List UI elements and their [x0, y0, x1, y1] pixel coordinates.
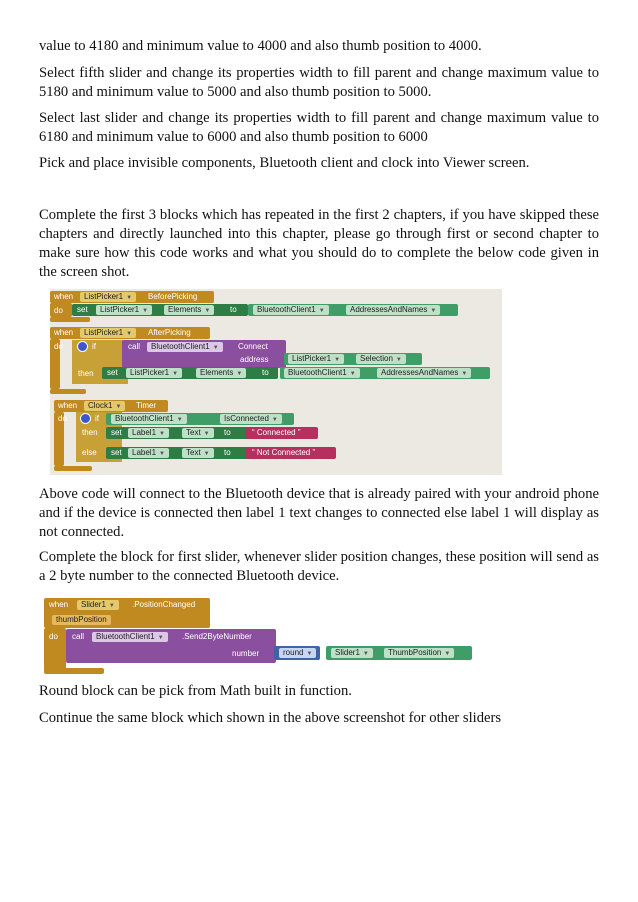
when-label: when — [54, 328, 74, 337]
selection-dropdown: Selection ▼ — [356, 354, 406, 364]
paragraph-last-slider: Select last slider and change its properties width to fill parent and change maximum value to 6180 and minimum value to 6000 and also thumb position to 6000 — [39, 110, 599, 145]
set-label: set — [77, 305, 88, 314]
round-dropdown: round ▼ — [279, 648, 316, 658]
label1-dropdown: Label1 ▼ — [128, 428, 169, 438]
do-label: do — [49, 632, 58, 641]
text-not-connected-value: “ Not Connected ” — [252, 448, 316, 457]
event-block-bottom — [54, 466, 92, 471]
elements-dropdown: Elements ▼ — [164, 305, 214, 315]
set-label: set — [111, 428, 122, 437]
text-connected-value: “ Connected ” — [252, 428, 301, 437]
blocks-screenshot-bluetooth — [50, 289, 502, 475]
if-label: if — [92, 342, 96, 351]
addressesandnames-dropdown: AddressesAndNames ▼ — [377, 368, 471, 378]
clock1-dropdown: Clock1 ▼ — [84, 401, 125, 411]
then-label: then — [78, 369, 94, 378]
do-label: do — [54, 306, 63, 315]
listpicker1-dropdown: ListPicker1 ▼ — [80, 292, 136, 302]
thumbposition-dropdown: ThumbPosition ▼ — [384, 648, 454, 658]
listpicker1-dropdown: ListPicker1 ▼ — [288, 354, 344, 364]
addressesandnames-dropdown: AddressesAndNames ▼ — [346, 305, 440, 315]
when-label: when — [49, 600, 69, 609]
blocks-screenshot-slider — [44, 596, 476, 676]
paragraph-complete-blocks: Complete the first 3 blocks which has repeated in the first 2 chapters, if you have skipped these chapters and directly launched into this chapter, please go through first or second chapter to make sure how this code works and what you should do to complete the below code given in the screen shot. — [39, 207, 599, 280]
beforepicking-label: BeforePicking — [148, 292, 198, 301]
thumbposition-parameter: thumbPosition — [52, 615, 111, 625]
listpicker1-dropdown: ListPicker1 ▼ — [80, 328, 136, 338]
to-label: to — [262, 368, 269, 377]
to-label: to — [224, 448, 231, 457]
slider1-dropdown: Slider1 ▼ — [77, 600, 119, 610]
paragraph-round-block: Round block can be pick from Math built in function. — [39, 683, 352, 699]
listpicker1-dropdown: ListPicker1 ▼ — [96, 305, 152, 315]
listpicker1-dropdown: ListPicker1 ▼ — [126, 368, 182, 378]
paragraph-continue: Continue the same block which shown in the above screenshot for other sliders — [39, 710, 502, 726]
slider1-dropdown: Slider1 ▼ — [331, 648, 373, 658]
do-label: do — [54, 342, 63, 351]
btclient1-dropdown: BluetoothClient1 ▼ — [284, 368, 360, 378]
timer-label: Timer — [136, 401, 157, 410]
connect-label: Connect — [238, 342, 268, 351]
event-block-bottom — [44, 668, 104, 674]
when-label: when — [58, 401, 78, 410]
btclient1-dropdown: BluetoothClient1 ▼ — [92, 632, 168, 642]
then-label: then — [82, 428, 98, 437]
afterpicking-label: AfterPicking — [148, 328, 191, 337]
btclient1-dropdown: BluetoothClient1 ▼ — [253, 305, 329, 315]
do-label: do — [58, 414, 67, 423]
mutator-gear-icon[interactable] — [77, 341, 88, 352]
else-label: else — [82, 448, 97, 457]
address-label: address — [240, 355, 269, 364]
call-label: call — [72, 632, 85, 641]
event-block-bottom — [50, 389, 86, 394]
send2byte-label: .Send2ByteNumber — [182, 632, 252, 641]
isconnected-dropdown: IsConnected ▼ — [220, 414, 282, 424]
paragraph-code-explanation: Above code will connect to the Bluetooth device that is already paired with your android phone and if the device is connected then label 1 text changes to connected else label 1 will display as not connected. — [39, 486, 599, 540]
paragraph-slider-block: Complete the block for first slider, whenever slider position changes, these position will send as a 2 byte number to the connected Bluetooth device. — [39, 549, 599, 584]
text-dropdown: Text ▼ — [182, 428, 214, 438]
paragraph-fourth-slider: value to 4180 and minimum value to 4000 and also thumb position to 4000. — [39, 38, 482, 54]
paragraph-fifth-slider: Select fifth slider and change its properties width to fill parent and change maximum value to 5180 and minimum value to 5000 and also thumb position to 5000. — [39, 65, 599, 100]
paragraph-invisible-components: Pick and place invisible components, Bluetooth client and clock into Viewer screen. — [39, 155, 530, 171]
call-label: call — [128, 342, 141, 351]
mutator-gear-icon[interactable] — [80, 413, 91, 424]
set-label: set — [107, 368, 118, 377]
positionchanged-label: .PositionChanged — [132, 600, 196, 609]
if-label: if — [95, 414, 99, 423]
elements-dropdown: Elements ▼ — [196, 368, 246, 378]
event-block-bottom — [50, 317, 90, 322]
when-label: when — [54, 292, 74, 301]
to-label: to — [230, 305, 237, 314]
text-dropdown: Text ▼ — [182, 448, 214, 458]
to-label: to — [224, 428, 231, 437]
label1-dropdown: Label1 ▼ — [128, 448, 169, 458]
number-label: number — [232, 649, 260, 658]
btclient1-dropdown: BluetoothClient1 ▼ — [111, 414, 187, 424]
set-label: set — [111, 448, 122, 457]
btclient1-dropdown: BluetoothClient1 ▼ — [147, 342, 223, 352]
